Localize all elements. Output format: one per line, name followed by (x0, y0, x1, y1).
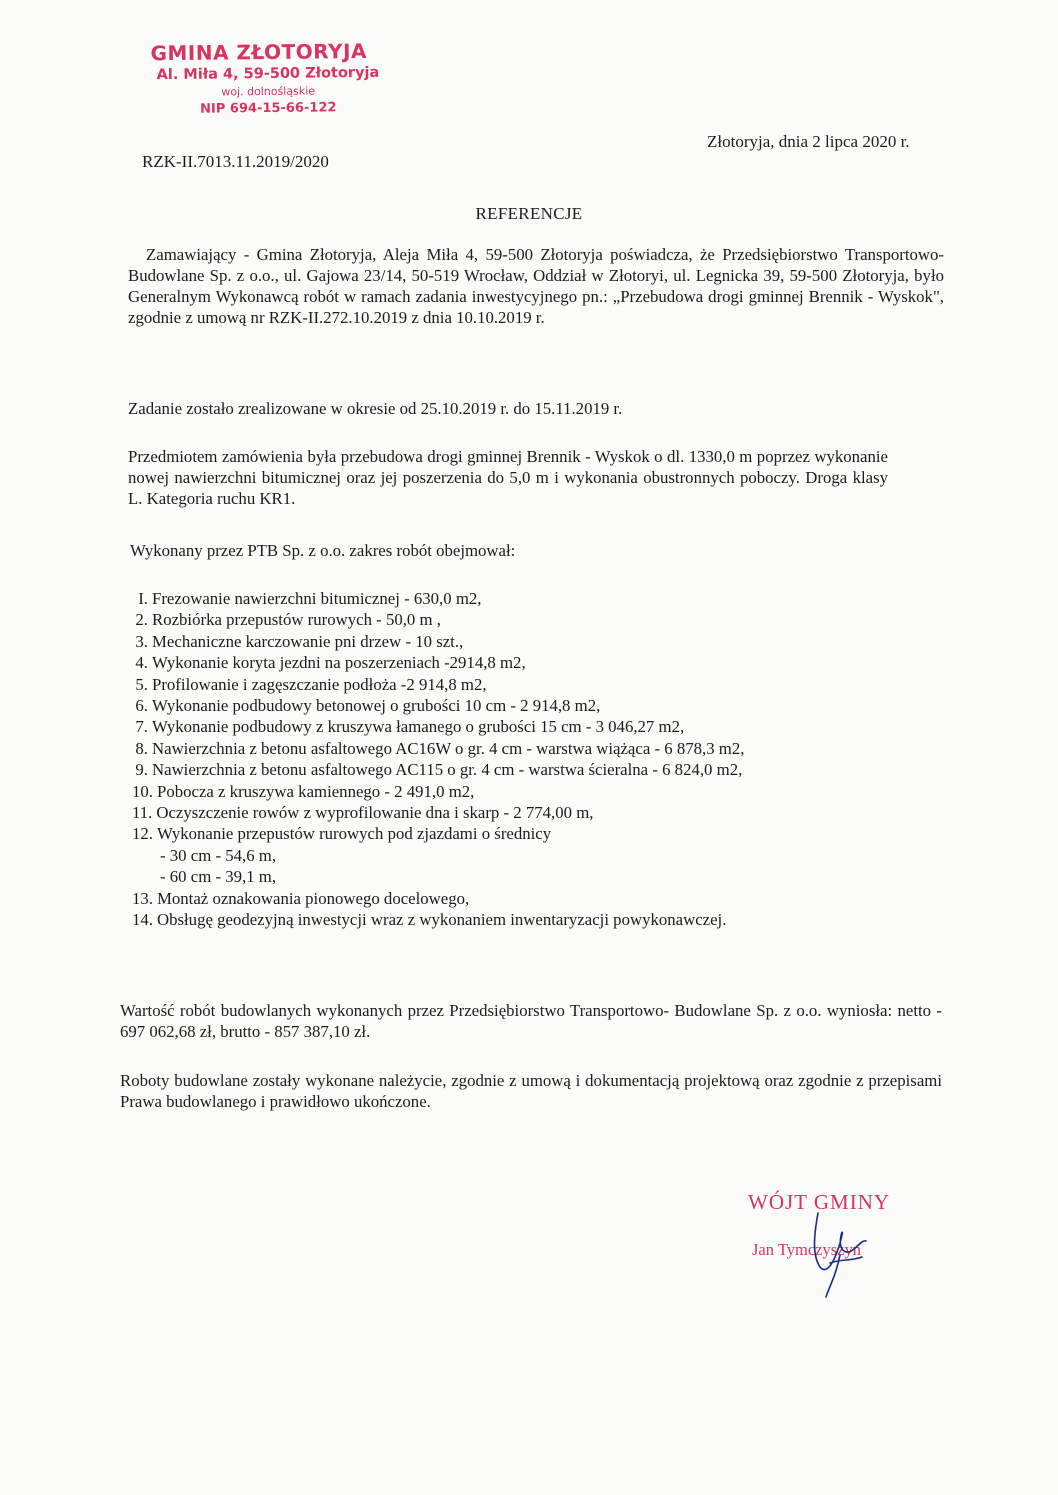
works-list-item (132, 695, 744, 716)
works-item-text: Montaż oznakowania pionowego docelowego, (156, 888, 470, 908)
works-list-item (132, 716, 744, 737)
works-item-number: I. (138, 589, 148, 608)
works-item-text: Profilowanie i zagęszczanie podłoża -2 914,8 m2, (152, 674, 487, 694)
works-list-item (132, 631, 744, 652)
stamp-name: GMINA ZŁOTORYJA (150, 38, 368, 66)
period-paragraph: Zadanie zostało zrealizowane w okresie od 25.10.2019 r. do 15.11.2019 r. (128, 399, 623, 418)
works-item-number: 3. (135, 631, 148, 651)
works-list-item (132, 674, 744, 695)
works-item-number: 9. (135, 760, 148, 780)
works-item-text: Frezowanie nawierzchni bitumicznej - 630,0 m2, (152, 589, 482, 608)
works-list-item (132, 588, 744, 609)
stamp-nip: NIP 694-15-66-122 (200, 100, 337, 117)
works-item-text: Wykonanie podbudowy z kruszywa łamanego o grubości 15 cm - 3 046,27 m2, (152, 717, 685, 737)
subject-paragraph: Przedmiotem zamówienia była przebudowa drogi gminnej Brennik - Wyskok o dl. 1330,0 m poprzez wykonanie nowej nawierzchni bitumicznej oraz jej poszerzenia do 5,0 m i wykonania obustronnych poboczy. Droga klasy L. Kategoria ruchu KR1. (128, 447, 888, 508)
quality-paragraph: Roboty budowlane zostały wykonane należycie, zgodnie z umową i dokumentacją projektową oraz zgodnie z przepisami Prawa budowlanego i prawidłowo ukończone. (120, 1071, 942, 1111)
works-item-text: Rozbiórka przepustów rurowych - 50,0 m , (152, 610, 441, 630)
works-list-item (132, 609, 744, 630)
stamp-address: Al. Miła 4, 59-500 Złotoryja (156, 64, 380, 84)
works-item-text: Oczyszczenie rowów z wyprofilowanie dna i skarp - 2 774,00 m, (156, 803, 594, 823)
works-item-text: Nawierzchnia z betonu asfaltowego AC115 o gr. 4 cm - warstwa ścieralna - 6 824,0 m2, (152, 760, 743, 780)
works-item-number: 4. (135, 653, 148, 673)
works-item-text: Obsługę geodezyjną inwestycji wraz z wykonaniem inwentaryzacji powykonawczej. (156, 910, 727, 930)
works-list (132, 588, 744, 931)
stamp-region: woj. dolnośląskie (221, 84, 316, 99)
place-date: Złotoryja, dnia 2 lipca 2020 r. (707, 132, 910, 151)
works-list-item (132, 845, 744, 866)
works-list-item (132, 652, 744, 673)
works-item-number: 12. (132, 824, 153, 844)
handwritten-signature (800, 1205, 880, 1300)
works-list-item (132, 759, 744, 780)
works-item-number: 6. (135, 696, 148, 716)
works-item-text: Wykonanie przepustów rurowych pod zjazdami o średnicy (156, 824, 552, 844)
reference-number: RZK-II.7013.11.2019/2020 (142, 152, 329, 171)
municipality-stamp (148, 39, 389, 118)
works-item-number: 5. (135, 674, 148, 694)
works-item-text: Wykonanie podbudowy betonowej o grubości 10 cm - 2 914,8 m2, (152, 696, 601, 716)
works-item-number: 7. (135, 717, 148, 737)
works-item-text: - 30 cm - 54,6 m, (160, 845, 277, 865)
works-list-item (132, 738, 744, 759)
works-list-item (132, 866, 744, 887)
works-list-item (132, 888, 744, 909)
signature-title-stamp: WÓJT GMINY (748, 1190, 891, 1214)
value-paragraph: Wartość robót budowlanych wykonanych przez Przedsiębiorstwo Transportowo- Budowlane Sp. z o.o. wyniosła: netto - 697 062,68 zł, brutto - 857 387,10 zł. (120, 1001, 942, 1041)
works-item-number: 11. (132, 803, 153, 823)
works-item-number: 2. (135, 610, 148, 630)
works-list-item (132, 802, 744, 823)
works-item-text: Mechaniczne karczowanie pni drzew - 10 szt., (152, 631, 464, 651)
works-item-text: Pobocza z kruszywa kamiennego - 2 491,0 m2, (156, 781, 475, 801)
intro-paragraph: Zamawiający - Gmina Złotoryja, Aleja Miła 4, 59-500 Złotoryja poświadcza, że Przedsiębiorstwo Transportowo-Budowlane Sp. z o.o., ul. Gajowa 23/14, 50-519 Wrocław, Oddział w Złotoryi, ul. Legnicka 39, 59-500 Złotoryja, było Generalnym Wykonawcą robót w ramach zadania inwestycyjnego pn.: „Przebudowa drogi gminnej Brennik - Wyskok", zgodnie z umową nr RZK-II.272.10.2019 z dnia 10.10.2019 r. (128, 245, 944, 327)
document-title: REFERENCJE (475, 204, 583, 223)
works-list-item (132, 823, 744, 844)
works-item-text: - 60 cm - 39,1 m, (160, 867, 277, 887)
works-item-text: Nawierzchnia z betonu asfaltowego AC16W o gr. 4 cm - warstwa wiążąca - 6 878,3 m2, (152, 738, 745, 758)
works-item-number: 13. (132, 888, 153, 908)
works-item-number: 8. (135, 738, 148, 758)
signature-name-stamp: Jan Tymczyszyn (752, 1240, 861, 1259)
works-list-item (132, 781, 744, 802)
works-list-item (132, 909, 744, 930)
works-item-number: 14. (132, 910, 153, 930)
works-item-text: Wykonanie koryta jezdni na poszerzeniach -2914,8 m2, (152, 653, 526, 673)
scope-paragraph: Wykonany przez PTB Sp. z o.o. zakres robót obejmował: (130, 541, 516, 560)
works-item-number: 10. (132, 781, 153, 801)
